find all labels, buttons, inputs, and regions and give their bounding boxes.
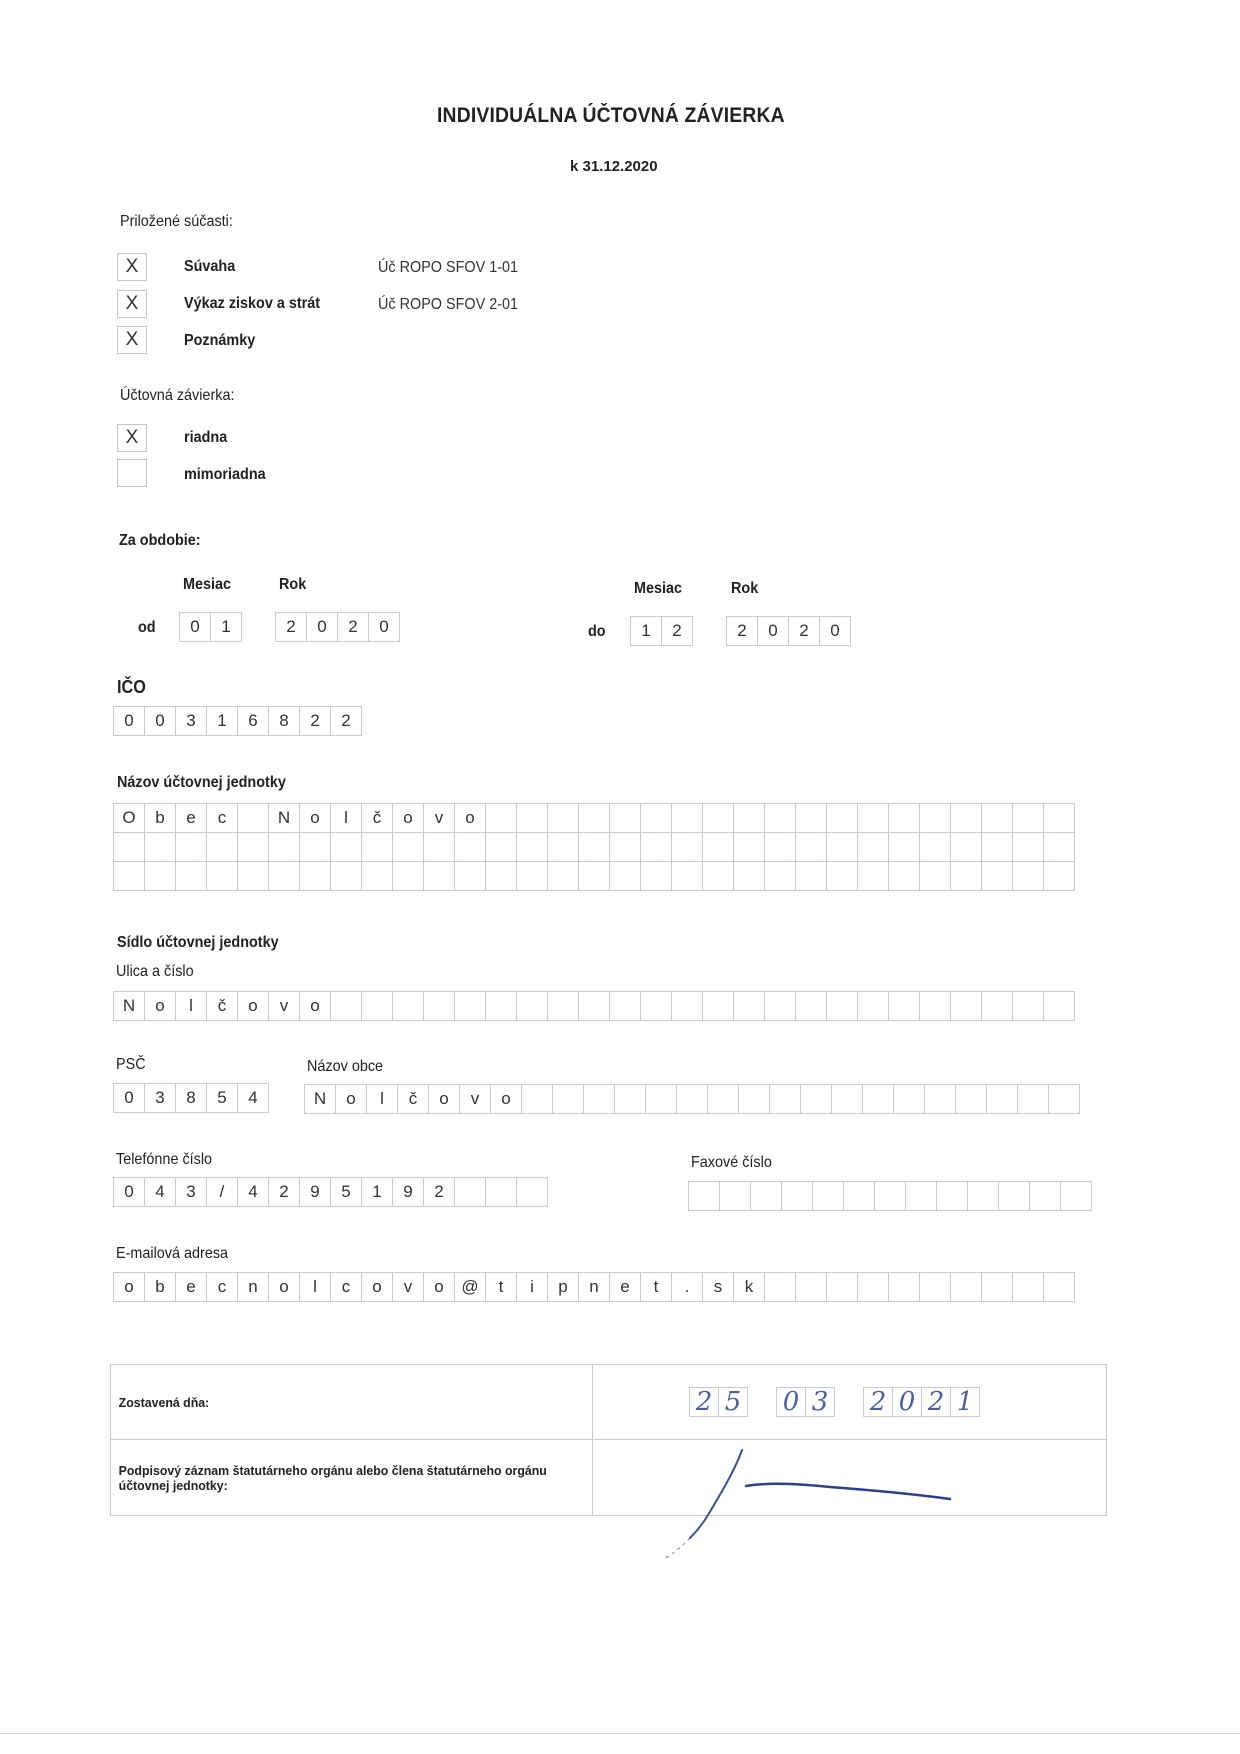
digit-cell: 8 — [268, 706, 300, 736]
char-cell: l — [330, 803, 362, 833]
checkbox-mimoriadna[interactable] — [117, 459, 147, 487]
char-cell — [1043, 832, 1075, 862]
char-cell — [955, 1084, 987, 1114]
char-cell: o — [392, 803, 424, 833]
from-year-label: Rok — [279, 576, 307, 593]
to-year-field[interactable] — [726, 616, 851, 646]
char-cell: . — [671, 1272, 703, 1302]
report-date: k 31.12.2020 — [570, 158, 658, 175]
digit-cell: 2 — [726, 616, 758, 646]
char-cell — [454, 832, 486, 862]
char-cell: 0 — [113, 1083, 145, 1113]
handwritten-digit: 2 — [869, 1387, 887, 1417]
char-cell — [764, 832, 796, 862]
digit-cell: 1 — [206, 706, 238, 736]
char-cell: o — [237, 991, 269, 1021]
char-cell: 4 — [237, 1177, 269, 1207]
char-cell — [764, 803, 796, 833]
char-cell — [702, 803, 734, 833]
char-cell — [795, 832, 827, 862]
char-cell — [206, 832, 238, 862]
char-cell — [1012, 803, 1044, 833]
handwritten-digit: 0 — [782, 1387, 800, 1417]
char-cell: N — [268, 803, 300, 833]
char-cell: e — [609, 1272, 641, 1302]
char-cell — [795, 991, 827, 1021]
char-cell: 5 — [330, 1177, 362, 1207]
char-cell — [919, 832, 951, 862]
char-cell — [702, 832, 734, 862]
attachment-ref-suvaha: Úč ROPO SFOV 1-01 — [378, 259, 519, 276]
statement-type-heading: Účtovná závierka: — [120, 387, 235, 404]
char-cell — [769, 1084, 801, 1114]
option-label-riadna: riadna — [184, 429, 228, 446]
digit-cell: 0 — [368, 612, 400, 642]
char-cell: c — [330, 1272, 362, 1302]
digit-cell: 2 — [337, 612, 369, 642]
char-cell — [950, 991, 982, 1021]
char-cell — [826, 1272, 858, 1302]
signature-scribble — [650, 1430, 970, 1560]
char-cell — [454, 861, 486, 891]
to-label: do — [588, 623, 606, 640]
char-cell — [1048, 1084, 1080, 1114]
char-cell — [862, 1084, 894, 1114]
char-cell — [552, 1084, 584, 1114]
char-cell — [826, 803, 858, 833]
char-cell — [547, 832, 579, 862]
char-cell: s — [702, 1272, 734, 1302]
char-cell: i — [516, 1272, 548, 1302]
char-cell: o — [490, 1084, 522, 1114]
char-cell — [671, 803, 703, 833]
char-cell: 3 — [144, 1083, 176, 1113]
checkbox-poznamky[interactable]: X — [117, 326, 147, 354]
signature-label-cell — [111, 1440, 593, 1516]
char-cell: N — [304, 1084, 336, 1114]
attachment-ref-vykaz: Úč ROPO SFOV 2-01 — [378, 296, 519, 313]
char-cell — [609, 861, 641, 891]
address-heading: Sídlo účtovnej jednotky — [117, 934, 279, 951]
char-cell — [237, 803, 269, 833]
digit-cell: 2 — [299, 706, 331, 736]
digit-cell: 1 — [210, 612, 242, 642]
char-cell — [702, 861, 734, 891]
char-cell: o — [423, 1272, 455, 1302]
char-cell — [547, 803, 579, 833]
char-cell — [719, 1181, 751, 1211]
char-cell: o — [113, 1272, 145, 1302]
char-cell — [578, 861, 610, 891]
char-cell: k — [733, 1272, 765, 1302]
char-cell — [857, 861, 889, 891]
char-cell — [1017, 1084, 1049, 1114]
char-cell: č — [397, 1084, 429, 1114]
attachment-label-vykaz: Výkaz ziskov a strát — [184, 295, 321, 312]
char-cell — [113, 832, 145, 862]
char-cell — [547, 991, 579, 1021]
checkbox-vykaz[interactable]: X — [117, 290, 147, 318]
char-cell: 5 — [206, 1083, 238, 1113]
ico-label: IČO — [117, 677, 146, 697]
char-cell: N — [113, 991, 145, 1021]
char-cell: c — [206, 803, 238, 833]
char-cell — [361, 991, 393, 1021]
char-cell — [888, 803, 920, 833]
char-cell — [361, 861, 393, 891]
char-cell — [843, 1181, 875, 1211]
digit-cell: 1 — [630, 616, 662, 646]
char-cell — [888, 861, 920, 891]
handwritten-digit: 2 — [695, 1387, 713, 1417]
char-cell — [175, 832, 207, 862]
entity-name-label: Názov účtovnej jednotky — [117, 774, 286, 791]
char-cell: 3 — [175, 1177, 207, 1207]
char-cell — [981, 991, 1013, 1021]
char-cell: o — [144, 991, 176, 1021]
char-cell: v — [268, 991, 300, 1021]
char-cell — [919, 1272, 951, 1302]
char-cell — [857, 803, 889, 833]
char-cell — [888, 991, 920, 1021]
compiled-date-label-cell — [111, 1365, 593, 1440]
char-cell: t — [640, 1272, 672, 1302]
char-cell — [733, 803, 765, 833]
compiled-date-label: Zostavená dňa: — [118, 1394, 210, 1410]
char-cell — [1012, 991, 1044, 1021]
char-cell: e — [175, 1272, 207, 1302]
char-cell — [800, 1084, 832, 1114]
char-cell: t — [485, 1272, 517, 1302]
char-cell: 4 — [237, 1083, 269, 1113]
char-cell — [485, 832, 517, 862]
char-cell — [750, 1181, 782, 1211]
char-cell: b — [144, 803, 176, 833]
char-cell: 9 — [299, 1177, 331, 1207]
digit-cell: 0 — [819, 616, 851, 646]
char-cell — [1012, 1272, 1044, 1302]
char-cell — [795, 803, 827, 833]
compiled-date-cell[interactable] — [593, 1365, 1107, 1440]
char-cell — [113, 861, 145, 891]
checkbox-suvaha[interactable]: X — [117, 253, 147, 281]
compiled-month — [776, 1387, 835, 1417]
char-cell — [268, 832, 300, 862]
char-cell: č — [361, 803, 393, 833]
char-cell — [640, 991, 672, 1021]
char-cell — [1012, 832, 1044, 862]
char-cell — [144, 861, 176, 891]
char-cell — [392, 861, 424, 891]
char-cell — [676, 1084, 708, 1114]
attachment-label-suvaha: Súvaha — [184, 258, 236, 275]
digit-cell: 2 — [788, 616, 820, 646]
char-cell — [454, 991, 486, 1021]
period-heading: Za obdobie: — [119, 532, 201, 549]
digit-cell: 0 — [306, 612, 338, 642]
char-cell — [1012, 861, 1044, 891]
char-cell — [299, 861, 331, 891]
char-cell — [893, 1084, 925, 1114]
char-cell — [392, 991, 424, 1021]
char-cell — [485, 861, 517, 891]
char-cell — [330, 991, 362, 1021]
char-cell — [888, 1272, 920, 1302]
char-cell — [144, 832, 176, 862]
char-cell — [671, 832, 703, 862]
char-cell — [640, 861, 672, 891]
char-cell — [826, 991, 858, 1021]
digit-cell: 2 — [275, 612, 307, 642]
char-cell — [583, 1084, 615, 1114]
entity-name-field[interactable] — [113, 803, 1075, 891]
from-month-label: Mesiac — [183, 576, 232, 593]
char-cell — [521, 1084, 553, 1114]
char-cell — [950, 803, 982, 833]
signature-label: Podpisový záznam štatutárneho orgánu alebo člena štatutárneho orgánu účtovnej jednotky: — [118, 1462, 547, 1493]
char-cell — [919, 861, 951, 891]
char-cell: n — [578, 1272, 610, 1302]
psc-label: PSČ — [116, 1056, 146, 1073]
char-cell — [831, 1084, 863, 1114]
char-cell — [857, 832, 889, 862]
char-cell: v — [459, 1084, 491, 1114]
char-cell — [392, 832, 424, 862]
char-cell — [888, 832, 920, 862]
char-cell — [423, 832, 455, 862]
char-cell: n — [237, 1272, 269, 1302]
attachments-heading: Priložené súčasti: — [120, 213, 233, 230]
digit-cell: 2 — [330, 706, 362, 736]
town-label: Názov obce — [307, 1058, 384, 1075]
char-cell — [1029, 1181, 1061, 1211]
digit-cell: 0 — [179, 612, 211, 642]
char-cell: o — [299, 803, 331, 833]
char-cell — [578, 991, 610, 1021]
char-cell — [950, 861, 982, 891]
char-cell — [919, 803, 951, 833]
char-cell — [764, 991, 796, 1021]
char-cell — [733, 991, 765, 1021]
char-cell: l — [175, 991, 207, 1021]
digit-cell: 3 — [175, 706, 207, 736]
digit-cell: 0 — [113, 706, 145, 736]
char-cell — [614, 1084, 646, 1114]
char-cell — [516, 803, 548, 833]
char-cell — [967, 1181, 999, 1211]
char-cell — [981, 1272, 1013, 1302]
char-cell — [919, 991, 951, 1021]
char-cell: l — [299, 1272, 331, 1302]
char-cell: @ — [454, 1272, 486, 1302]
char-cell — [1043, 991, 1075, 1021]
char-cell — [733, 861, 765, 891]
char-cell: 9 — [392, 1177, 424, 1207]
email-field[interactable] — [113, 1272, 1075, 1302]
char-cell — [299, 832, 331, 862]
compiled-year — [863, 1387, 980, 1417]
scan-edge — [0, 1733, 1240, 1734]
char-cell: b — [144, 1272, 176, 1302]
char-cell — [237, 861, 269, 891]
char-cell — [733, 832, 765, 862]
char-cell — [609, 803, 641, 833]
char-cell — [330, 832, 362, 862]
char-cell — [454, 1177, 486, 1207]
char-cell — [516, 991, 548, 1021]
char-cell: o — [299, 991, 331, 1021]
char-cell — [857, 991, 889, 1021]
char-cell — [423, 861, 455, 891]
to-month-label: Mesiac — [634, 580, 683, 597]
street-field[interactable] — [113, 991, 1075, 1021]
char-cell — [175, 861, 207, 891]
char-cell — [671, 991, 703, 1021]
char-cell — [547, 861, 579, 891]
char-cell — [795, 861, 827, 891]
ico-field[interactable] — [113, 706, 362, 736]
char-cell — [936, 1181, 968, 1211]
char-cell: 1 — [361, 1177, 393, 1207]
char-cell — [981, 861, 1013, 891]
entity-name-row — [113, 803, 1075, 833]
char-cell — [857, 1272, 889, 1302]
char-cell: č — [206, 991, 238, 1021]
char-cell — [688, 1181, 720, 1211]
char-cell — [764, 861, 796, 891]
char-cell — [268, 861, 300, 891]
char-cell: l — [366, 1084, 398, 1114]
char-cell — [702, 991, 734, 1021]
to-month-field[interactable] — [630, 616, 693, 646]
char-cell — [671, 861, 703, 891]
char-cell — [1043, 803, 1075, 833]
char-cell — [826, 861, 858, 891]
char-cell — [237, 832, 269, 862]
char-cell: 8 — [175, 1083, 207, 1113]
char-cell — [578, 803, 610, 833]
char-cell — [874, 1181, 906, 1211]
char-cell — [578, 832, 610, 862]
phone-field[interactable] — [113, 1177, 548, 1207]
char-cell: 2 — [423, 1177, 455, 1207]
char-cell — [998, 1181, 1030, 1211]
digit-cell: 2 — [661, 616, 693, 646]
char-cell — [795, 1272, 827, 1302]
char-cell — [645, 1084, 677, 1114]
checkbox-riadna[interactable]: X — [117, 424, 147, 452]
attachment-label-poznamky: Poznámky — [184, 332, 256, 349]
char-cell — [981, 803, 1013, 833]
char-cell — [640, 803, 672, 833]
char-cell: c — [206, 1272, 238, 1302]
handwritten-digit: 0 — [898, 1387, 916, 1417]
from-year-field[interactable] — [275, 612, 400, 642]
char-cell: 0 — [113, 1177, 145, 1207]
char-cell: v — [392, 1272, 424, 1302]
entity-name-row — [113, 861, 1075, 891]
entity-name-row — [113, 832, 1075, 862]
handwritten-digit: 3 — [811, 1387, 829, 1417]
char-cell — [764, 1272, 796, 1302]
char-cell — [206, 861, 238, 891]
fax-label: Faxové číslo — [691, 1154, 772, 1171]
street-label: Ulica a číslo — [116, 963, 194, 980]
char-cell: v — [423, 803, 455, 833]
char-cell — [950, 1272, 982, 1302]
char-cell — [516, 1177, 548, 1207]
page-title: INDIVIDUÁLNA ÚČTOVNÁ ZÁVIERKA — [437, 104, 785, 127]
handwritten-digit: 1 — [956, 1387, 974, 1417]
char-cell — [361, 832, 393, 862]
to-year-label: Rok — [731, 580, 759, 597]
char-cell — [924, 1084, 956, 1114]
char-cell — [1060, 1181, 1092, 1211]
phone-label: Telefónne číslo — [116, 1151, 213, 1168]
char-cell — [826, 832, 858, 862]
char-cell — [707, 1084, 739, 1114]
char-cell: / — [206, 1177, 238, 1207]
char-cell — [781, 1181, 813, 1211]
char-cell — [905, 1181, 937, 1211]
char-cell — [812, 1181, 844, 1211]
char-cell — [485, 1177, 517, 1207]
char-cell — [1043, 861, 1075, 891]
char-cell — [485, 991, 517, 1021]
char-cell: O — [113, 803, 145, 833]
handwritten-digit: 2 — [927, 1387, 945, 1417]
from-label: od — [138, 619, 156, 636]
char-cell: o — [268, 1272, 300, 1302]
char-cell: o — [361, 1272, 393, 1302]
char-cell — [609, 991, 641, 1021]
char-cell — [981, 832, 1013, 862]
char-cell: o — [454, 803, 486, 833]
char-cell — [950, 832, 982, 862]
digit-cell: 6 — [237, 706, 269, 736]
char-cell: p — [547, 1272, 579, 1302]
option-label-mimoriadna: mimoriadna — [184, 466, 266, 483]
char-cell — [516, 861, 548, 891]
digit-cell: 0 — [144, 706, 176, 736]
digit-cell: 0 — [757, 616, 789, 646]
char-cell: 2 — [268, 1177, 300, 1207]
handwritten-digit: 5 — [724, 1387, 742, 1417]
town-field[interactable] — [304, 1084, 1080, 1114]
char-cell — [738, 1084, 770, 1114]
email-label: E-mailová adresa — [116, 1245, 229, 1262]
psc-field[interactable] — [113, 1083, 269, 1113]
char-cell — [1043, 1272, 1075, 1302]
char-cell — [640, 832, 672, 862]
char-cell: o — [335, 1084, 367, 1114]
char-cell — [330, 861, 362, 891]
compiled-day — [689, 1387, 748, 1417]
char-cell — [609, 832, 641, 862]
char-cell: 4 — [144, 1177, 176, 1207]
char-cell — [516, 832, 548, 862]
char-cell: o — [428, 1084, 460, 1114]
fax-field[interactable] — [688, 1181, 1092, 1211]
char-cell — [485, 803, 517, 833]
from-month-field[interactable] — [179, 612, 242, 642]
char-cell — [986, 1084, 1018, 1114]
char-cell: e — [175, 803, 207, 833]
char-cell — [423, 991, 455, 1021]
